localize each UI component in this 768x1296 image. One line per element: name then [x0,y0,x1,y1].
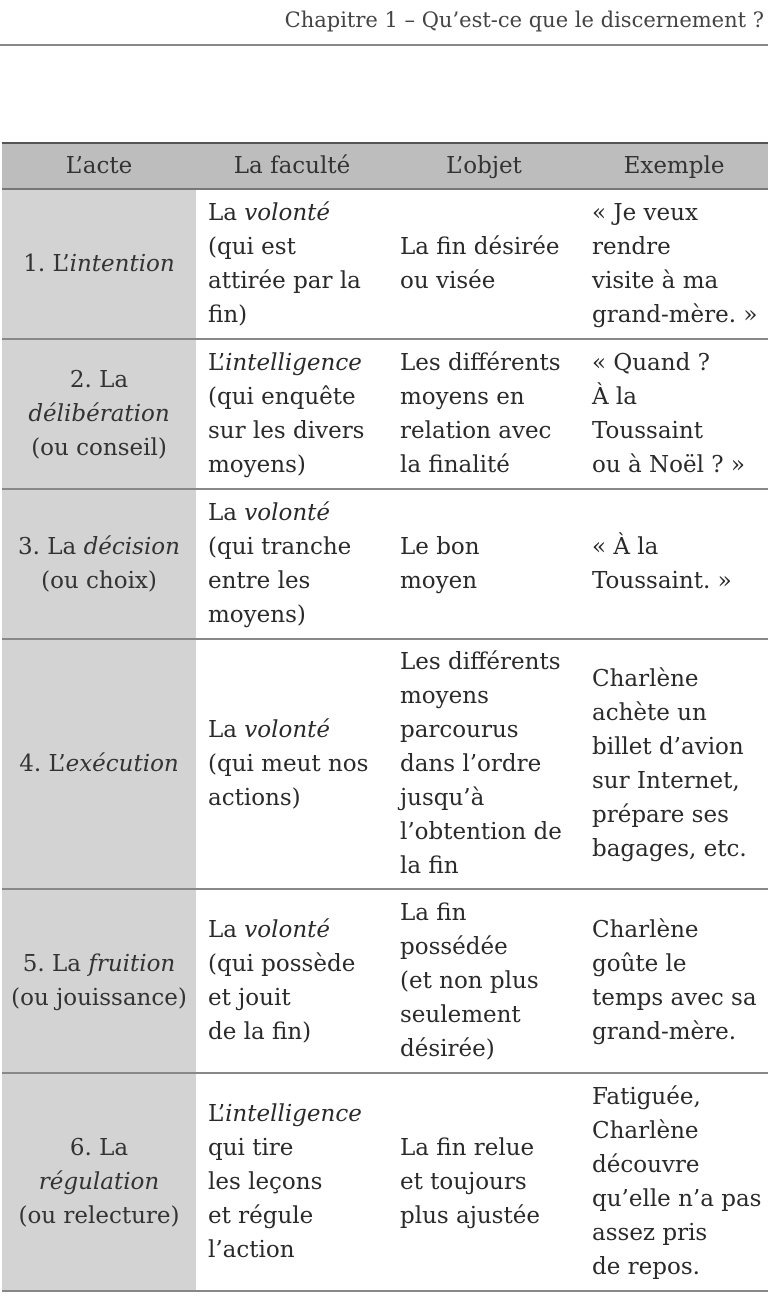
faculte-cell: La volonté (qui tranche entre les moyens) [196,489,388,639]
objet-cell: La fin désirée ou visée [388,189,580,339]
exemple-cell: « À la Toussaint. » [580,489,768,639]
table-header-row [2,143,768,189]
objet-cell: Les différents moyens en relation avec la finalité [388,339,580,489]
header-objet: L’objet [388,143,580,189]
acte-cell: 3. La décision (ou choix) [2,489,196,639]
running-head: Chapitre 1 – Qu’est-ce que le discernement ? [284,8,764,32]
faculte-cell: La volonté (qui meut nos actions) [196,639,388,889]
header-exemple: Exemple [580,143,768,189]
table-row [2,639,768,889]
acte-cell: 6. La régulation (ou relecture) [2,1073,196,1291]
exemple-cell: Charlène achète un billet d’avion sur Internet, prépare ses bagages, etc. [580,639,768,889]
exemple-cell: « Quand ? À la Toussaint ou à Noël ? » [580,339,768,489]
exemple-cell: Charlène goûte le temps avec sa grand-mère. [580,889,768,1073]
header-acte: L’acte [2,143,196,189]
objet-cell: Le bon moyen [388,489,580,639]
faculte-cell: La volonté (qui est attirée par la fin) [196,189,388,339]
objet-cell: La fin relue et toujours plus ajustée [388,1073,580,1291]
acte-cell: 5. La fruition (ou jouissance) [2,889,196,1073]
faculte-cell: La volonté (qui possède et jouit de la fin) [196,889,388,1073]
acte-cell [2,189,196,339]
header-rule [0,44,768,46]
table-row [2,489,768,639]
table-row [2,889,768,1073]
objet-cell: La fin possédée (et non plus seulement désirée) [388,889,580,1073]
table-row [2,189,768,339]
acte-cell: 4. L’exécution [2,639,196,889]
exemple-cell: Fatiguée, Charlène découvre qu’elle n’a pas assez pris de repos. [580,1073,768,1291]
faculte-cell: L’intelligence (qui enquête sur les divers moyens) [196,339,388,489]
acte-label: 1. L’intention [23,251,175,277]
table-row [2,339,768,489]
faculte-cell: L’intelligence qui tire les leçons et régule l’action [196,1073,388,1291]
exemple-cell: « Je veux rendre visite à ma grand-mère. » [580,189,768,339]
objet-cell: Les différents moyens parcourus dans l’ordre jusqu’à l’obtention de la fin [388,639,580,889]
acte-cell: 2. La délibération (ou conseil) [2,339,196,489]
header-faculte: La faculté [196,143,388,189]
table-row [2,1073,768,1291]
acts-table [2,142,768,1292]
